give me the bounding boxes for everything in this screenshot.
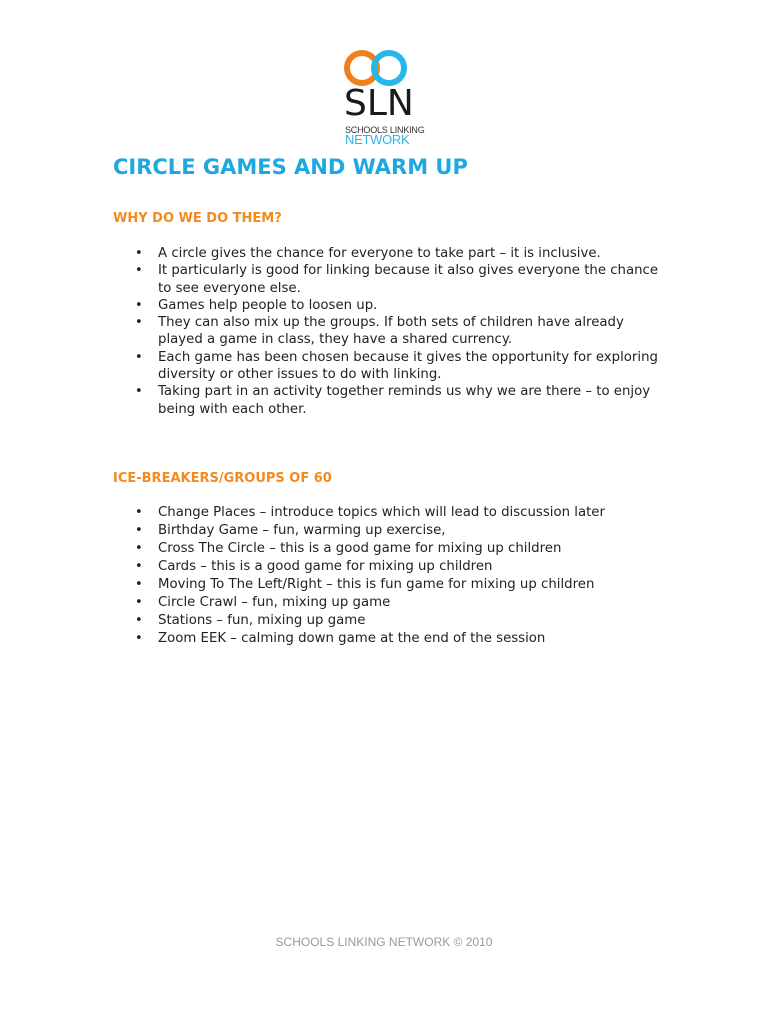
list-item: • It particularly is good for linking because it also gives everyone the chance to see everyone else. xyxy=(132,262,672,297)
linked-rings-icon xyxy=(342,48,418,88)
page-footer: SCHOOLS LINKING NETWORK © 2010 xyxy=(275,935,493,949)
list-item: • They can also mix up the groups. If both sets of children have already played a game in class, they have a shared currency. xyxy=(132,314,672,349)
list-item: • Birthday Game – fun, warming up exercise, xyxy=(132,522,672,540)
section-heading-why: WHY DO WE DO THEM? xyxy=(113,211,282,226)
list-item: • Taking part in an activity together reminds us why we are there – to enjoy being with each other. xyxy=(132,383,672,418)
list-item: • Games help people to loosen up. xyxy=(132,297,672,314)
logo-text-line2: NETWORK xyxy=(345,132,410,147)
list-item: • Change Places – introduce topics which will lead to discussion later xyxy=(132,504,672,522)
list-item: • A circle gives the chance for everyone to take part – it is inclusive. xyxy=(132,245,672,262)
list-item: • Circle Crawl – fun, mixing up game xyxy=(132,594,672,612)
logo-text-line1: SCHOOLS LINKING xyxy=(345,125,425,135)
why-list xyxy=(132,245,672,418)
list-item: • Cards – this is a good game for mixing up children xyxy=(132,558,672,576)
list-item: • Moving To The Left/Right – this is fun game for mixing up children xyxy=(132,576,672,594)
list-item: • Each game has been chosen because it gives the opportunity for exploring diversity or other issues to do with linking. xyxy=(132,349,672,384)
sln-logo xyxy=(342,48,425,148)
section-heading-icebreakers: ICE-BREAKERS/GROUPS OF 60 xyxy=(113,471,332,486)
list-item: • Zoom EEK – calming down game at the end of the session xyxy=(132,630,672,648)
list-item: • Cross The Circle – this is a good game for mixing up children xyxy=(132,540,672,558)
list-item: • Stations – fun, mixing up game xyxy=(132,612,672,630)
page-title: CIRCLE GAMES AND WARM UP xyxy=(113,155,468,179)
icebreakers-list xyxy=(132,504,672,648)
logo-initials: SLN xyxy=(344,83,414,124)
